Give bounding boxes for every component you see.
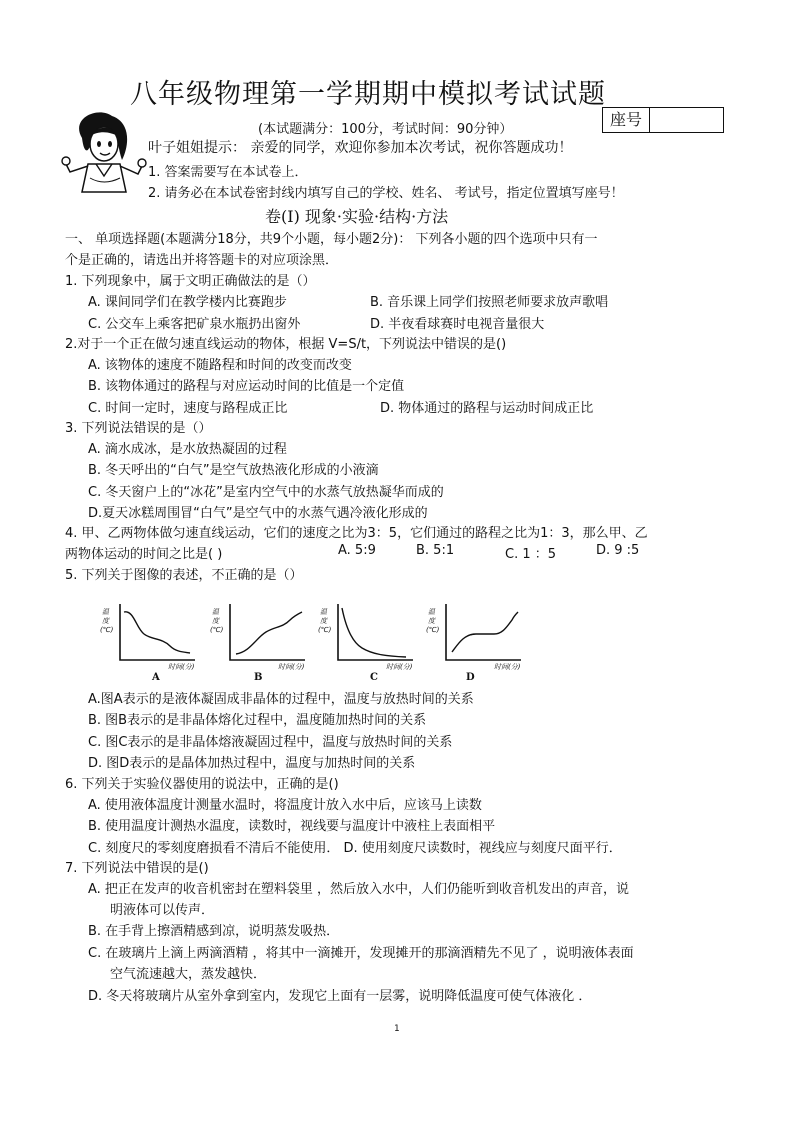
q5-graphs [100,598,525,686]
seat-number-box [602,107,724,133]
q2-option-d[interactable]: D. 物体通过的路程与运动时间成正比 [380,401,594,416]
q2-option-a[interactable]: A. 该物体的速度不随路程和时间的改变而改变 [88,358,352,373]
note-1: 1. 答案需要写在本试卷上． [148,165,308,180]
q1-option-b[interactable]: B. 音乐课上同学们按照老师要求放声歌唱 [370,295,609,310]
graph-a-ylabel-2: 度 [102,617,109,625]
graph-d-xlabel: 时间(分) [494,663,521,671]
graph-b [210,604,305,683]
graph-b-letter: B [254,672,263,683]
question-1: 1. 下列现象中，属于文明正确做法的是（） [65,274,316,289]
question-2: 2.对于一个正在做匀速直线运动的物体，根据 V=S/t，下列说法中错误的是() [65,337,507,352]
graph-c [318,604,413,683]
graph-d-ylabel-2: 度 [428,617,435,625]
q4-option-b[interactable]: B. 5:1 [416,543,455,558]
graph-c-xlabel: 时间(分) [386,663,413,671]
tip-line: 叶子姐姐提示： 亲爱的同学，欢迎你参加本次考试，祝你答题成功！ [148,140,573,156]
section-title: 卷(Ⅰ) 现象·实验·结构·方法 [265,207,449,226]
question-7: 7. 下列说法中错误的是() [65,861,209,876]
q4-option-a[interactable]: A. 5:9 [338,543,376,558]
graph-d [426,604,521,683]
q1-option-c[interactable]: C. 公交车上乘客把矿泉水瓶扔出窗外 [88,317,301,332]
q5-option-c[interactable]: C. 图C表示的是非晶体熔液凝固过程中，温度与放热时间的关系 [88,735,453,750]
graph-b-xlabel: 时间(分) [278,663,305,671]
q4-option-d[interactable]: D. 9 :5 [596,543,640,558]
seat-number-field[interactable] [650,108,723,132]
exam-subtitle: (本试题满分：100分，考试时间：90分钟） [258,122,513,137]
graph-b-ylabel-2: 度 [212,617,219,625]
q7-option-a[interactable]: A. 把正在发声的收音机密封在塑料袋里 ，然后放入水中，人们仍能听到收音机发出的声音，说 [88,882,630,897]
graph-b-ylabel-1: 温 [212,608,219,616]
graph-c-ylabel-2: 度 [320,617,327,625]
note-2: 2. 请务必在本试卷密封线内填写自己的学校、姓名、 考试号，指定位置填写座号！ [148,186,624,201]
q2-option-b[interactable]: B. 该物体通过的路程与对应运动时间的比值是一个定值 [88,379,405,394]
graph-a [100,604,195,683]
part-one-intro-cont: 个是正确的，请选出并将答题卡的对应项涂黑． [65,253,339,268]
q1-option-a[interactable]: A. 课间同学们在教学楼内比赛跑步 [88,295,287,310]
q2-option-c[interactable]: C. 时间一定时，速度与路程成正比 [88,401,288,416]
graph-c-letter: C [370,672,378,683]
q6-option-b[interactable]: B. 使用温度计测热水温度，读数时，视线要与温度计中液柱上表面相平 [88,819,496,834]
q3-option-a[interactable]: A. 滴水成冰，是水放热凝固的过程 [88,442,287,457]
question-5: 5. 下列关于图像的表述，不正确的是（） [65,568,303,583]
q7-option-d[interactable]: D. 冬天将玻璃片从室外拿到室内，发现它上面有一层雾，说明降低温度可使气体液化 ． [88,989,592,1004]
graph-a-letter: A [152,672,160,683]
q3-option-d[interactable]: D.夏天冰糕周围冒“白气”是空气中的水蒸气遇冷液化形成的 [88,506,428,521]
graph-b-ylabel-3: (℃) [210,626,224,634]
q4-option-c[interactable]: C. 1 ：5 [505,547,557,562]
q6-option-cd[interactable]: C. 刻度尺的零刻度磨损看不清后不能使用． D. 使用刻度尺读数时，视线应与刻度尺面平行． [88,841,622,856]
graph-c-ylabel-1: 温 [320,608,327,616]
q7-option-c[interactable]: C. 在玻璃片上滴上两滴酒精 ，将其中一滴摊开，发现摊开的那滴酒精先不见了 ，说明液体表面 [88,946,634,961]
q5-option-d[interactable]: D. 图D表示的是晶体加热过程中，温度与加热时间的关系 [88,756,416,771]
q5-option-b[interactable]: B. 图B表示的是非晶体熔化过程中，温度随加热时间的关系 [88,713,427,728]
graph-a-ylabel-3: (℃) [100,626,114,634]
question-6: 6. 下列关于实验仪器使用的说法中，正确的是() [65,777,339,792]
q7-option-c-cont: 空气流速越大，蒸发越快． [110,967,267,982]
q1-option-d[interactable]: D. 半夜看球赛时电视音量很大 [370,317,545,332]
question-4-cont: 两物体运动的时间之比是( ) [65,547,223,562]
page-number: 1 [394,1024,400,1034]
q3-option-c[interactable]: C. 冬天窗户上的“冰花”是室内空气中的水蒸气放热凝华而成的 [88,485,444,500]
question-4: 4. 甲、乙两物体做匀速直线运动，它们的速度之比为3：5，它们通过的路程之比为1：3，那么甲、乙 [65,526,648,541]
graph-a-xlabel: 时间(分) [168,663,195,671]
part-one-intro: 一、 单项选择题(本题满分18分，共9个小题，每小题2分)： 下列各小题的四个选项中只有一 [65,232,598,247]
seat-number-label: 座号 [603,108,650,132]
graph-c-ylabel-3: (℃) [318,626,332,634]
cartoon-girl-illustration [60,108,148,194]
page-title: 八年级物理第一学期期中模拟考试试题 [130,79,606,110]
q7-option-a-cont: 明液体可以传声． [110,903,215,918]
q7-option-b[interactable]: B. 在手背上擦酒精感到凉，说明蒸发吸热． [88,924,340,939]
graph-d-letter: D [466,672,475,683]
q5-option-a[interactable]: A.图A表示的是液体凝固成非晶体的过程中，温度与放热时间的关系 [88,692,474,707]
graph-d-ylabel-1: 温 [428,608,435,616]
graph-a-ylabel-1: 温 [102,608,109,616]
graph-d-ylabel-3: (℃) [426,626,440,634]
q3-option-b[interactable]: B. 冬天呼出的“白气”是空气放热液化形成的小液滴 [88,463,379,478]
q6-option-a[interactable]: A. 使用液体温度计测量水温时，将温度计放入水中后，应该马上读数 [88,798,482,813]
question-3: 3. 下列说法错误的是（） [65,421,212,436]
